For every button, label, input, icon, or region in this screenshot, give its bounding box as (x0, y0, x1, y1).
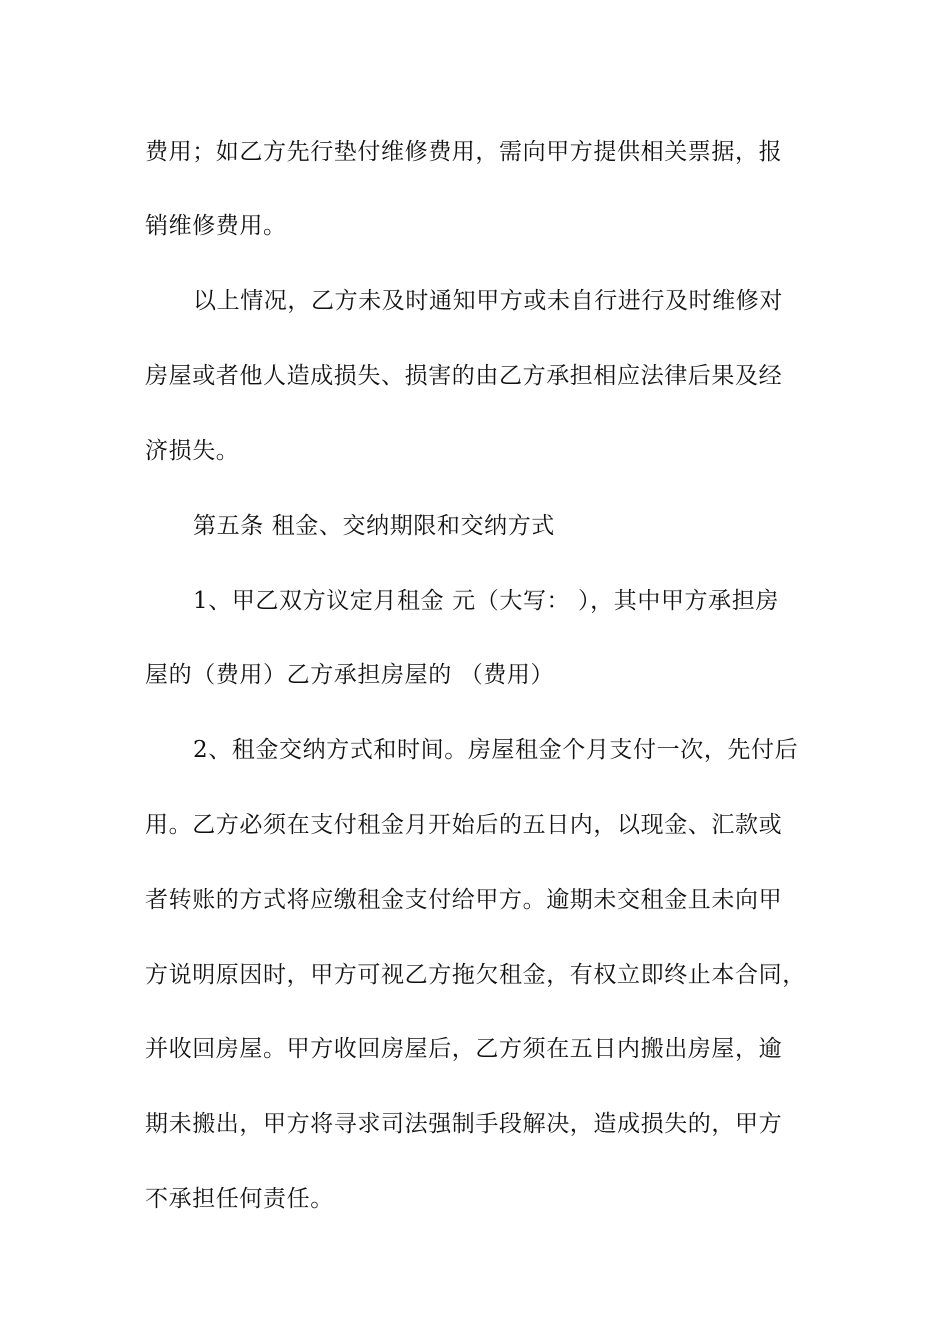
section-heading: 第五条 租金、交纳期限和交纳方式 (193, 513, 555, 539)
text-line: 期未搬出，甲方将寻求司法强制手段解决，造成损失的，甲方 (145, 1111, 783, 1137)
text-line: 2、租金交纳方式和时间。房屋租金个月支付一次，先付后 (193, 737, 799, 763)
text-line: 1、甲乙双方议定月租金 元（大写： ），其中甲方承担房 (193, 588, 779, 614)
text-line: 者转账的方式将应缴租金支付给甲方。逾期未交租金且未向甲 (145, 887, 783, 913)
text-line: 济损失。 (145, 438, 240, 464)
text-line: 房屋或者他人造成损失、损害的由乙方承担相应法律后果及经 (145, 363, 783, 389)
text-line: 销维修费用。 (145, 213, 287, 239)
text-line: 用。乙方必须在支付租金月开始后的五日内，以现金、汇款或 (145, 812, 783, 838)
text-line: 费用；如乙方先行垫付维修费用，需向甲方提供相关票据，报 (145, 139, 783, 165)
text-line: 屋的（费用）乙方承担房屋的 （费用） (145, 662, 555, 688)
text-line: 不承担任何责任。 (145, 1186, 334, 1212)
text-line: 方说明原因时，甲方可视乙方拖欠租金，有权立即终止本合同， (145, 962, 806, 988)
text-line: 并收回房屋。甲方收回房屋后，乙方须在五日内搬出房屋，逾 (145, 1036, 783, 1062)
text-line: 以上情况，乙方未及时通知甲方或未自行进行及时维修对 (193, 288, 783, 314)
